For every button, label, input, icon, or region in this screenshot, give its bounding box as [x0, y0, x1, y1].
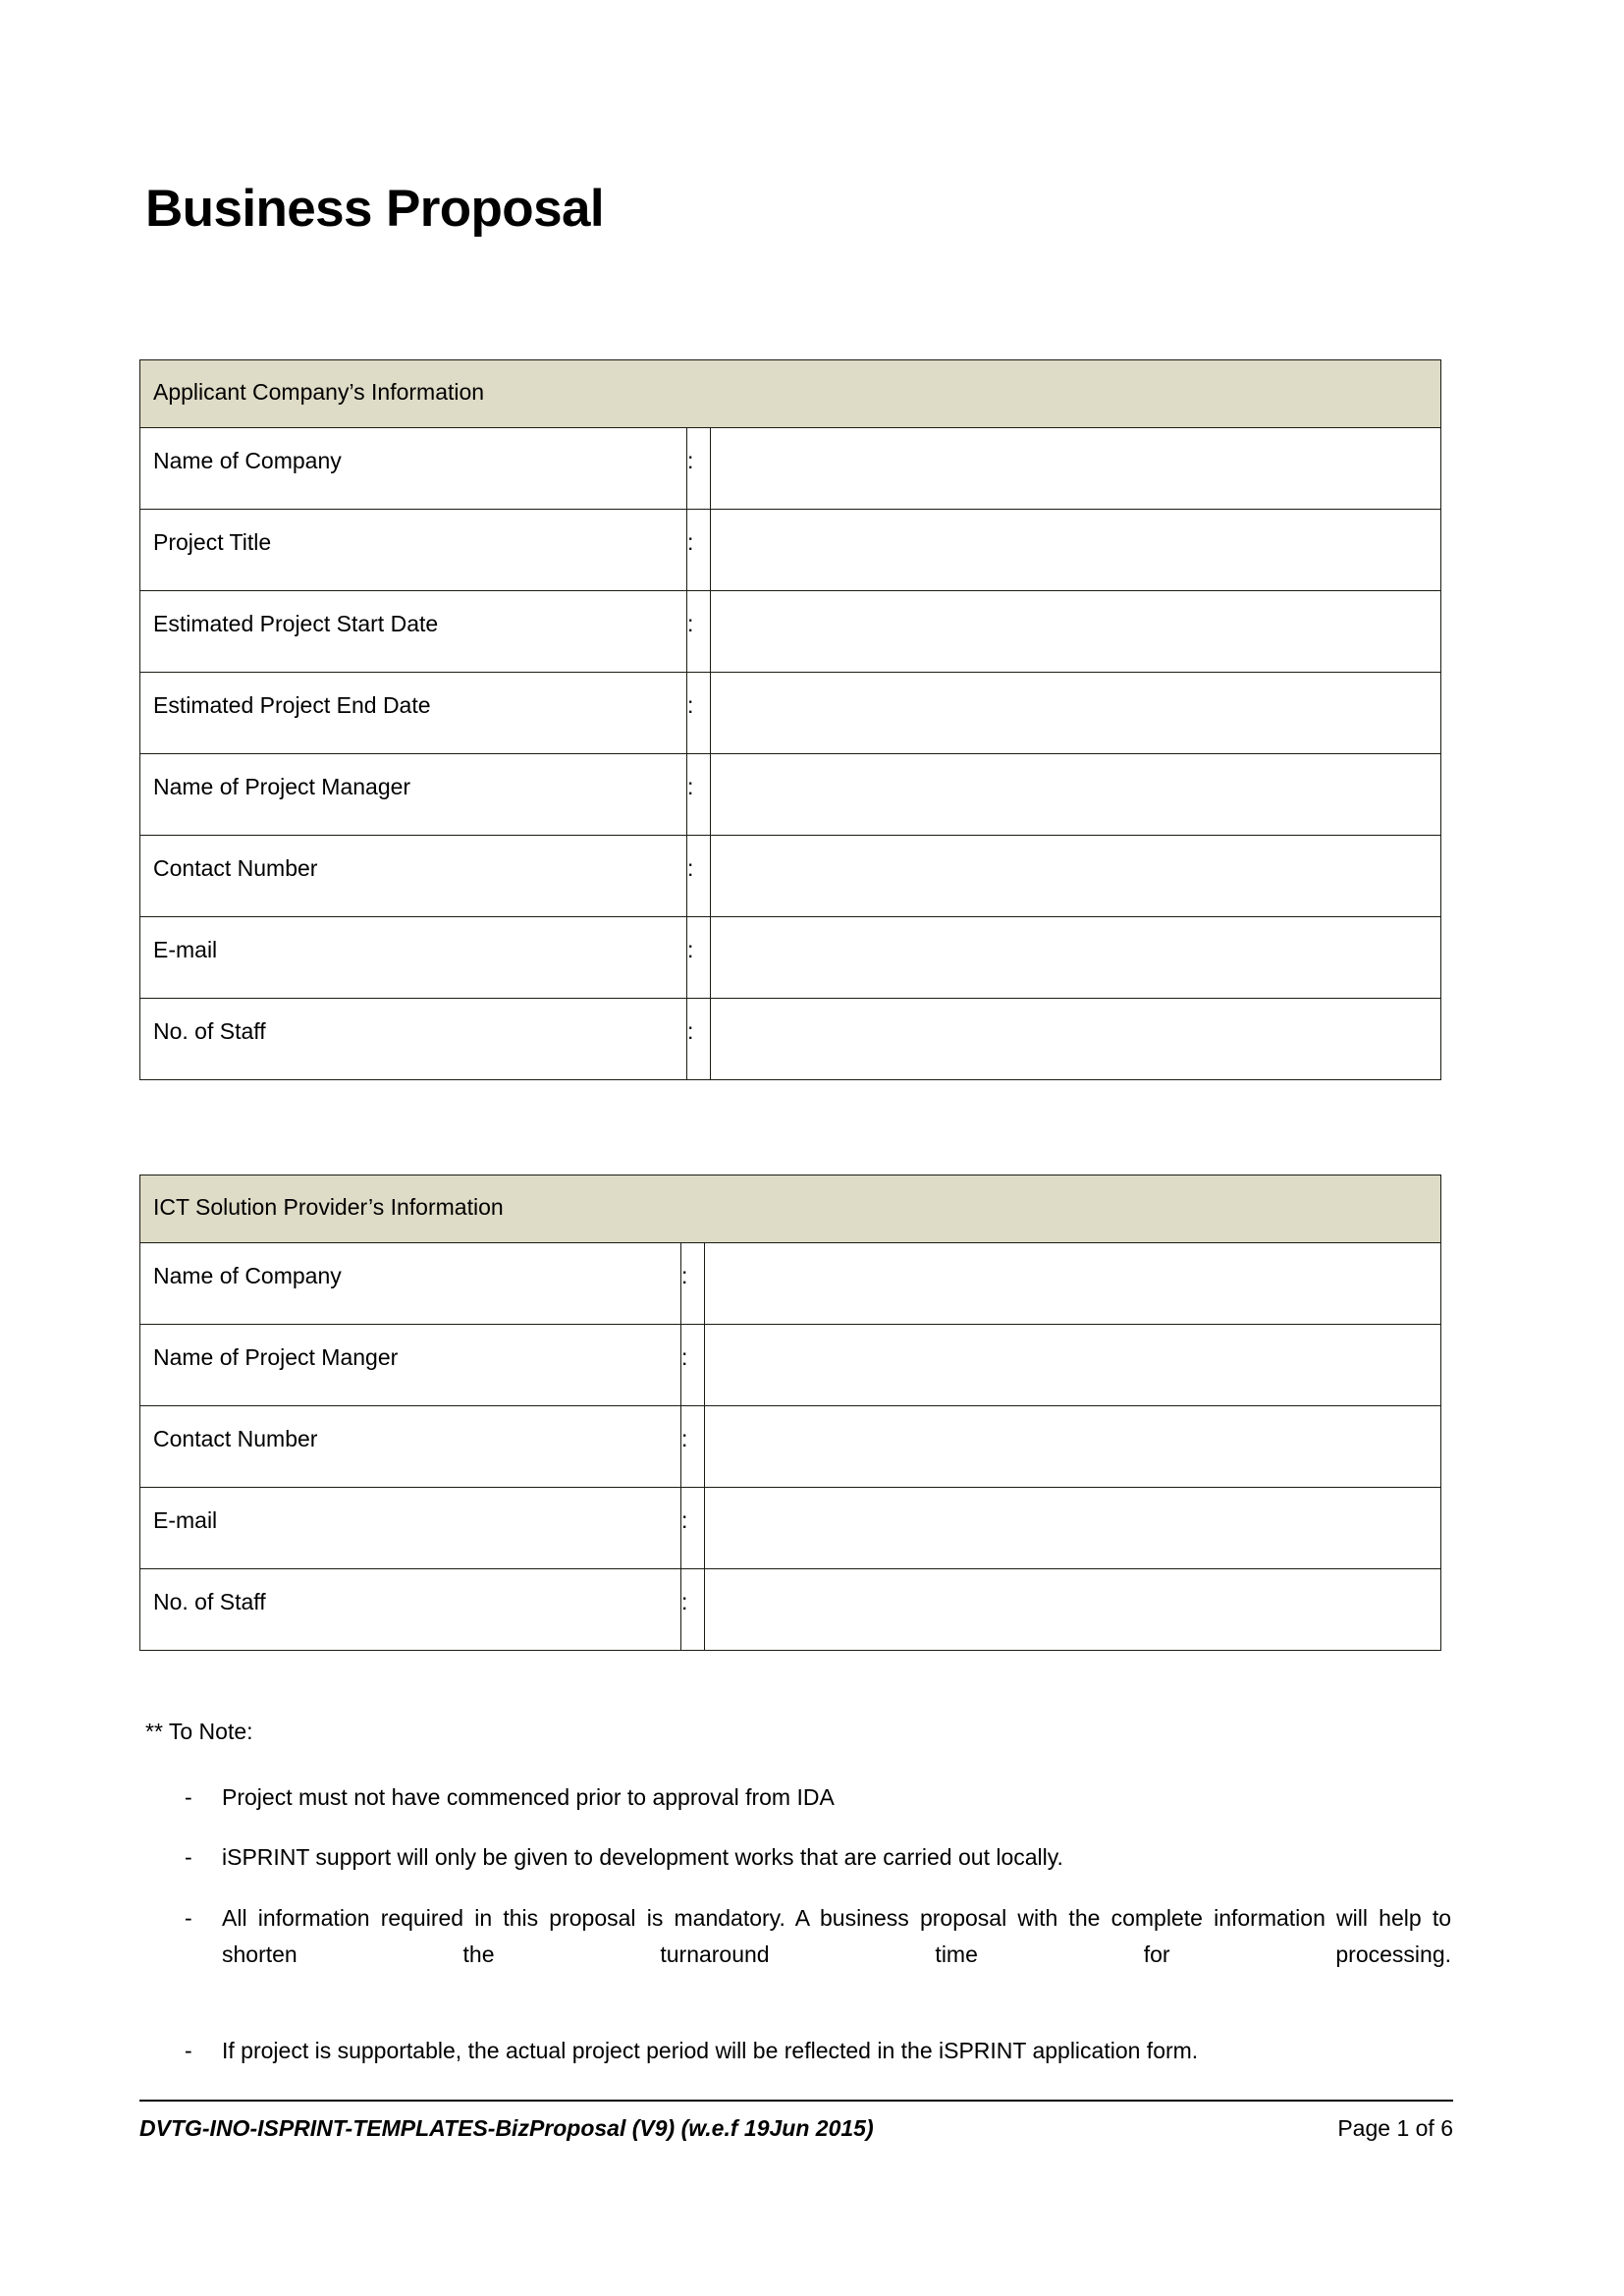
field-colon: [687, 428, 711, 510]
field-colon: [687, 673, 711, 754]
page-footer: [139, 2100, 1453, 2140]
field-value-provider-contact-number[interactable]: [705, 1406, 1441, 1488]
field-colon: [687, 754, 711, 836]
field-label-name-of-project-manager: [140, 754, 687, 836]
table-row: [140, 1569, 1441, 1651]
field-label-provider-contact-number: [140, 1406, 681, 1488]
field-colon: [687, 999, 711, 1080]
list-item: [145, 1779, 1451, 1816]
field-label-name-of-company: [140, 428, 687, 510]
dash-bullet-icon: -: [185, 2038, 192, 2064]
colon-glyph: :: [681, 1507, 688, 1533]
colon-glyph: :: [687, 937, 694, 962]
colon-glyph: :: [681, 1589, 688, 1614]
table-row: [140, 673, 1441, 754]
field-value-text: [711, 591, 1440, 614]
field-label-project-title: [140, 510, 687, 591]
page-title: Business Proposal: [145, 180, 604, 238]
table-row: [140, 999, 1441, 1080]
field-colon: [687, 510, 711, 591]
field-label-text: Estimated Project End Date: [153, 692, 431, 718]
field-value-estimated-project-start-date[interactable]: [711, 591, 1441, 673]
field-label-provider-name-of-company: [140, 1243, 681, 1325]
field-value-estimated-project-end-date[interactable]: [711, 673, 1441, 754]
field-value-text: [711, 917, 1440, 940]
field-label-text: Name of Project Manager: [153, 774, 411, 799]
field-value-text: [711, 836, 1440, 858]
field-value-project-title[interactable]: [711, 510, 1441, 591]
colon-glyph: :: [681, 1426, 688, 1451]
field-value-text: [705, 1243, 1440, 1266]
field-colon: [687, 836, 711, 917]
field-colon: [681, 1325, 705, 1406]
list-item: [145, 1900, 1451, 2010]
field-label-text: E-mail: [153, 937, 218, 962]
field-value-provider-name-of-company[interactable]: [705, 1243, 1441, 1325]
field-label-text: Name of Company: [153, 1263, 342, 1288]
field-label-email: [140, 917, 687, 999]
field-label-estimated-project-start-date: [140, 591, 687, 673]
field-label-text: Estimated Project Start Date: [153, 611, 439, 636]
field-value-text: [711, 754, 1440, 777]
footer-page-number: Page 1 of 6: [1337, 2115, 1453, 2141]
field-label-text: Name of Company: [153, 448, 342, 473]
table-row: [140, 1325, 1441, 1406]
colon-glyph: :: [687, 692, 694, 718]
field-label-provider-email: [140, 1488, 681, 1569]
field-label-text: No. of Staff: [153, 1589, 266, 1614]
field-value-text: [711, 673, 1440, 695]
note-text: All information required in this proposal is mandatory. A business proposal with the complete information will help to shorten the turnaround time for processing.: [222, 1904, 1451, 1967]
field-label-contact-number: [140, 836, 687, 917]
section-header-provider: [140, 1175, 1441, 1243]
list-item: [145, 2033, 1451, 2069]
table-section-header-row: [140, 1175, 1441, 1243]
field-value-provider-name-of-project-manger[interactable]: [705, 1325, 1441, 1406]
applicant-information-table: [139, 359, 1441, 1080]
field-value-text: [705, 1325, 1440, 1347]
footer-document-reference: DVTG-INO-ISPRINT-TEMPLATES-BizProposal (V9) (w.e.f 19Jun 2015): [139, 2115, 874, 2141]
field-colon: [681, 1243, 705, 1325]
field-label-provider-no-of-staff: [140, 1569, 681, 1651]
field-value-text: [711, 510, 1440, 532]
field-value-provider-email[interactable]: [705, 1488, 1441, 1569]
dash-bullet-icon: -: [185, 1844, 192, 1871]
field-value-name-of-project-manager[interactable]: [711, 754, 1441, 836]
field-value-contact-number[interactable]: [711, 836, 1441, 917]
field-value-text: [711, 999, 1440, 1021]
colon-glyph: :: [687, 448, 694, 473]
footer-row: [139, 2102, 1453, 2140]
table-row: [140, 917, 1441, 999]
list-item: [145, 1839, 1451, 1876]
colon-glyph: :: [687, 774, 694, 799]
colon-glyph: :: [687, 529, 694, 555]
table-row: [140, 1406, 1441, 1488]
ict-solution-provider-information-table: [139, 1175, 1441, 1651]
field-label-estimated-project-end-date: [140, 673, 687, 754]
field-value-provider-no-of-staff[interactable]: [705, 1569, 1441, 1651]
note-text: Project must not have commenced prior to approval from IDA: [222, 1784, 835, 1810]
table-row: [140, 836, 1441, 917]
table-row: [140, 591, 1441, 673]
colon-glyph: :: [687, 855, 694, 881]
field-value-text: [705, 1406, 1440, 1429]
field-colon: [681, 1488, 705, 1569]
dash-bullet-icon: -: [185, 1784, 192, 1810]
notes-heading: ** To Note:: [145, 1719, 253, 1744]
table-section-header-row: [140, 360, 1441, 428]
field-colon: [681, 1569, 705, 1651]
field-colon: [681, 1406, 705, 1488]
note-text: iSPRINT support will only be given to development works that are carried out locally.: [222, 1844, 1063, 1871]
field-colon: [687, 591, 711, 673]
section-header-applicant: [140, 360, 1441, 428]
field-value-name-of-company[interactable]: [711, 428, 1441, 510]
field-label-text: Project Title: [153, 529, 272, 555]
table-row: [140, 754, 1441, 836]
dash-bullet-icon: -: [185, 1904, 192, 1931]
notes-section: [145, 1721, 1451, 2094]
field-value-email[interactable]: [711, 917, 1441, 999]
field-label-text: Name of Project Manger: [153, 1344, 399, 1370]
colon-glyph: :: [687, 611, 694, 636]
field-label-text: No. of Staff: [153, 1018, 266, 1044]
field-label-text: Contact Number: [153, 1426, 318, 1451]
section-header-label: ICT Solution Provider’s Information: [153, 1194, 504, 1220]
table-row: [140, 1243, 1441, 1325]
note-text: If project is supportable, the actual project period will be reflected in the iSPRINT application form.: [222, 2038, 1199, 2064]
table-row: [140, 510, 1441, 591]
field-label-provider-name-of-project-manger: [140, 1325, 681, 1406]
section-header-label: Applicant Company’s Information: [153, 379, 485, 405]
field-value-no-of-staff[interactable]: [711, 999, 1441, 1080]
field-label-text: Contact Number: [153, 855, 318, 881]
colon-glyph: :: [687, 1018, 694, 1044]
colon-glyph: :: [681, 1263, 688, 1288]
field-colon: [687, 917, 711, 999]
colon-glyph: :: [681, 1344, 688, 1370]
field-value-text: [705, 1488, 1440, 1510]
field-label-text: E-mail: [153, 1507, 218, 1533]
field-value-text: [711, 428, 1440, 451]
field-value-text: [705, 1569, 1440, 1592]
field-label-no-of-staff: [140, 999, 687, 1080]
table-row: [140, 1488, 1441, 1569]
table-row: [140, 428, 1441, 510]
